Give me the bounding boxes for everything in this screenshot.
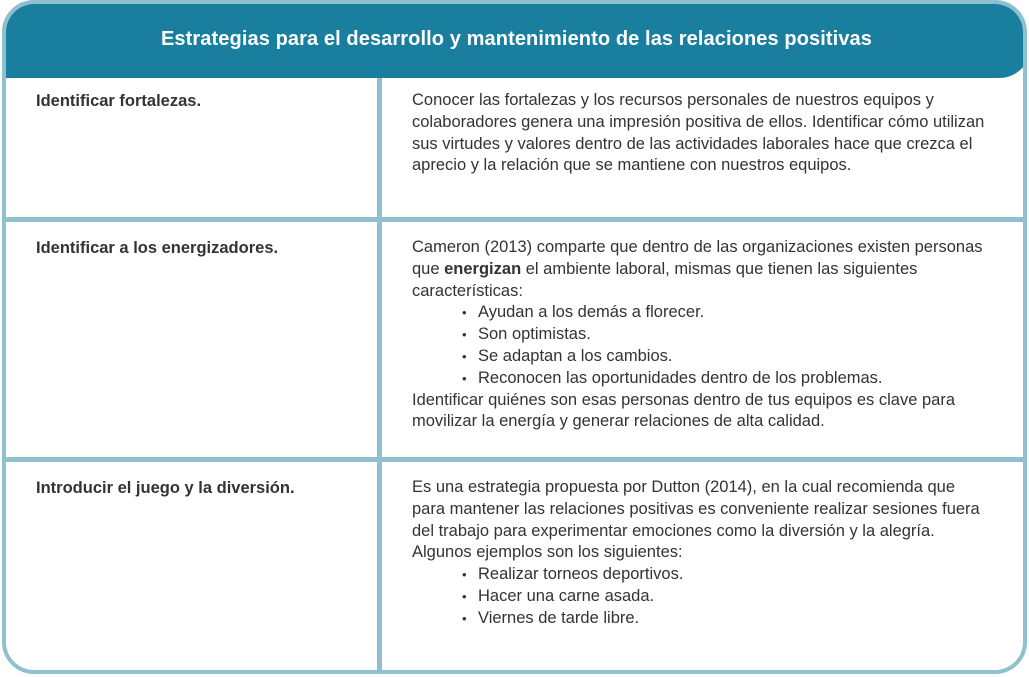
column-divider — [377, 78, 382, 670]
list-item: • Son optimistas. — [462, 324, 987, 346]
row-intro — [412, 237, 987, 302]
strategies-table — [2, 0, 1027, 674]
row-description — [412, 237, 987, 433]
examples-list — [412, 564, 987, 629]
list-item: • Hacer una carne asada. — [462, 586, 987, 608]
list-item: • Ayudan a los demás a florecer. — [462, 302, 987, 324]
table-title: Estrategias para el desarrollo y mantenimiento de las relaciones positivas — [160, 27, 872, 50]
row-label: Introducir el juego y la diversión. — [36, 479, 295, 497]
row-description — [412, 90, 987, 177]
intro-text: Cameron (2013) comparte que dentro de las organizaciones existen personas que — [412, 238, 983, 278]
row-label: Identificar a los energizadores. — [36, 239, 279, 257]
row-intro: Algunos ejemplos son los siguientes: — [412, 543, 683, 562]
row-paragraph: Conocer las fortalezas y los recursos personales de nuestros equipos y colaboradores genera una impresión positiva de ellos. Identificar cómo utilizan sus virtudes y valores dentro de las actividades laborales hace que crezca el aprecio y la relación que se mantiene con nuestros equipos. — [412, 91, 985, 175]
row-closing: Identificar quiénes son esas personas dentro de tus equipos es clave para movilizar la energía y generar relaciones de alta calidad. — [412, 390, 956, 431]
row-paragraph: Es una estrategia propuesta por Dutton (2014), en la cual recomienda que para mantener las relaciones positivas es conveniente realizar sesiones fuera del trabajo para experimentar emociones como la diversión y la alegría. — [412, 478, 980, 540]
list-item: • Se adaptan a los cambios. — [462, 346, 987, 368]
list-item: • Realizar torneos deportivos. — [462, 564, 987, 586]
intro-text-end: el ambiente laboral, mismas que tienen las siguientes características: — [412, 259, 918, 300]
list-item: • Viernes de tarde libre. — [462, 608, 987, 630]
intro-emphasis: energizan — [444, 259, 522, 278]
row-divider-1 — [6, 217, 1023, 222]
row-description — [412, 477, 987, 630]
row-divider-2 — [6, 457, 1023, 462]
table-header — [2, 0, 1027, 78]
characteristics-list — [412, 302, 987, 389]
list-item: • Reconocen las oportunidades dentro de los problemas. — [462, 368, 987, 390]
row-label: Identificar fortalezas. — [36, 92, 202, 110]
